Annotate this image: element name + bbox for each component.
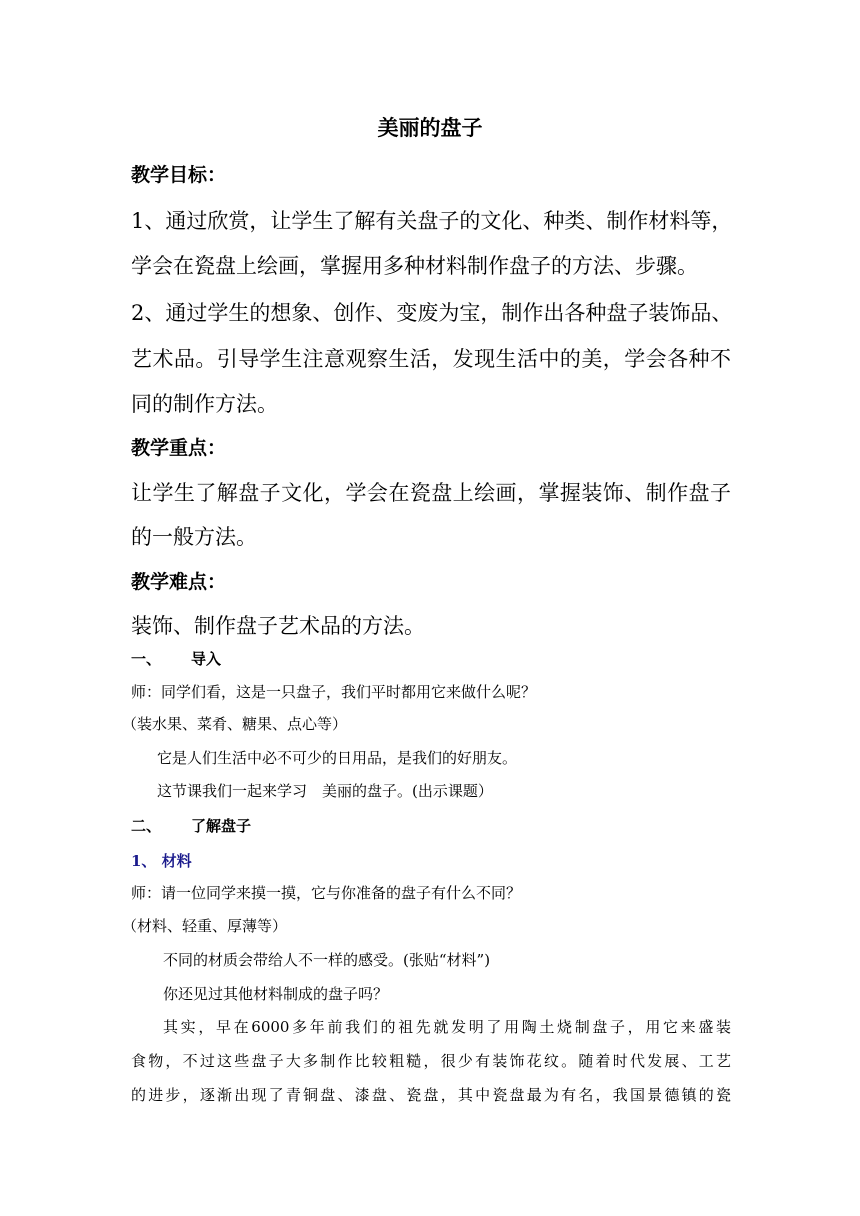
paragraph-line: 不同的材质会带给人不一样的感受。(张贴“材料”) — [163, 951, 491, 969]
paragraph-line: 其实，早在6000多年前我们的祖先就发明了用陶土烧制盘子，用它来盛装 — [163, 1018, 731, 1036]
paragraph-line: 师：请一位同学来摸一摸，它与你准备的盘子有什么不同？ — [131, 884, 522, 902]
paragraph-line: 师：同学们看，这是一只盘子，我们平时都用它来做什么呢？ — [131, 683, 537, 701]
section-number: 一、 — [131, 650, 162, 668]
objective-line: 2、通过学生的想象、创作、变废为宝，制作出各种盘子装饰品、 — [131, 301, 733, 325]
section-title: 了解盘子 — [191, 817, 252, 835]
key-points-line: 的一般方法。 — [131, 525, 257, 549]
key-points-heading: 教学重点： — [131, 437, 227, 459]
objectives-heading: 教学目标： — [131, 164, 227, 186]
paragraph-line: 它是人们生活中必不可少的日用品，是我们的好朋友。 — [157, 749, 518, 767]
objective-line: 同的制作方法。 — [131, 392, 278, 416]
section-heading — [131, 648, 221, 669]
section-number: 二、 — [131, 817, 162, 835]
objective-line: 1、通过欣赏，让学生了解有关盘子的文化、种类、制作材料等， — [131, 209, 733, 233]
paragraph-line: 你还见过其他材料制成的盘子吗？ — [163, 985, 389, 1003]
document-title: 美丽的盘子 — [377, 115, 483, 140]
paragraph-line: （材料、轻重、厚薄等） — [122, 917, 288, 935]
section-heading — [131, 815, 251, 836]
difficulties-heading: 教学难点： — [131, 571, 227, 593]
paragraph-line: （装水果、菜肴、糖果、点心等） — [122, 715, 348, 733]
difficulties-text: 装饰、制作盘子艺术品的方法。 — [131, 614, 425, 638]
objective-line: 学会在瓷盘上绘画，掌握用多种材料制作盘子的方法、步骤。 — [131, 254, 698, 278]
objective-line: 艺术品。引导学生注意观察生活，发现生活中的美，学会各种不 — [131, 347, 731, 371]
section-title: 导入 — [191, 650, 222, 668]
paragraph-line: 的进步，逐渐出现了青铜盘、漆盘、瓷盘，其中瓷盘最为有名，我国景德镇的瓷 — [131, 1086, 731, 1104]
paragraph-line: 这节课我们一起来学习 美丽的盘子。(出示课题） — [157, 782, 493, 800]
subsection-heading: 1、 材料 — [131, 852, 192, 870]
key-points-line: 让学生了解盘子文化，学会在瓷盘上绘画，掌握装饰、制作盘子 — [131, 481, 731, 505]
paragraph-line: 食物，不过这些盘子大多制作比较粗糙，很少有装饰花纹。随着时代发展、工艺 — [131, 1052, 731, 1070]
